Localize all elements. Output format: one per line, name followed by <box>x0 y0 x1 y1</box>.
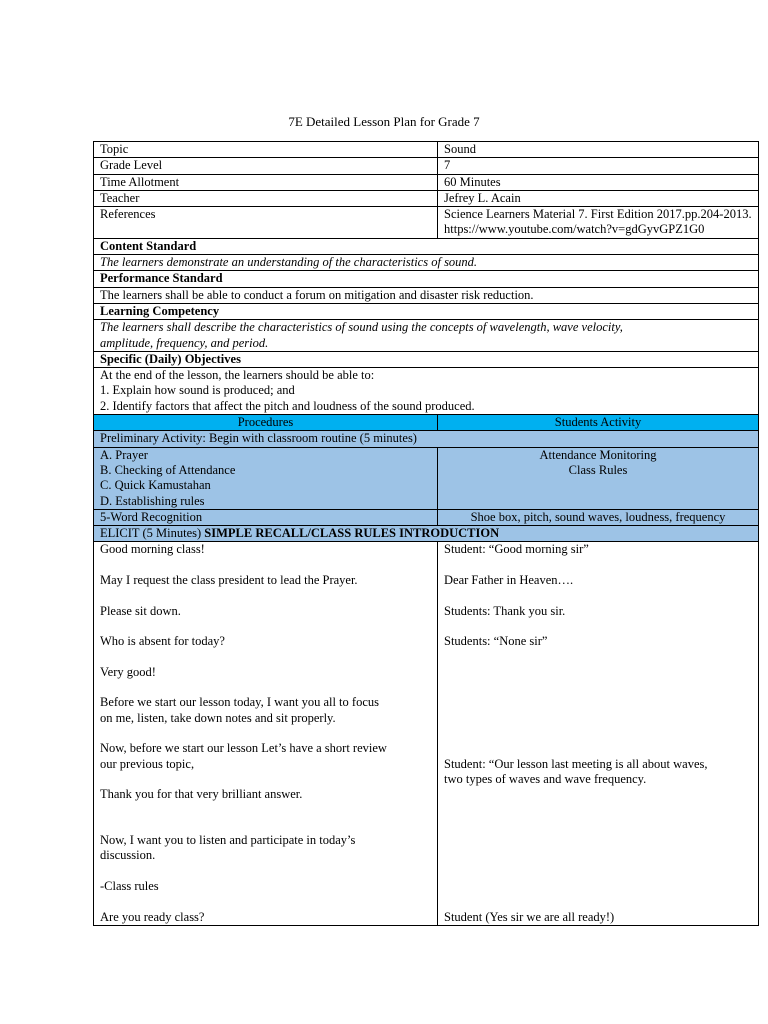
teacher-line: our previous topic, <box>100 756 195 771</box>
objectives-text <box>94 368 759 415</box>
word-recognition-words: Shoe box, pitch, sound waves, loudness, frequency <box>438 509 759 525</box>
info-row-topic <box>94 142 759 158</box>
student-line: two types of waves and wave frequency. <box>444 771 647 786</box>
teacher-line: Good morning class! <box>100 542 205 557</box>
info-row-references <box>94 207 759 239</box>
elicit-heading-row <box>94 526 759 542</box>
document-title: 7E Detailed Lesson Plan for Grade 7 <box>288 114 480 129</box>
objective-line: At the end of the lesson, the learners should be able to: <box>100 368 375 383</box>
word-recognition-row <box>94 509 759 525</box>
word-recognition-label: 5-Word Recognition <box>94 509 438 525</box>
elicit-heading <box>94 526 759 542</box>
activity-item: Class Rules <box>568 462 628 477</box>
teacher-line: May I request the class president to lead the Prayer. <box>100 573 358 588</box>
teacher-line: -Class rules <box>100 878 159 893</box>
info-label: References <box>94 207 438 239</box>
info-row-time-allotment <box>94 174 759 190</box>
teacher-line: discussion. <box>100 848 156 863</box>
info-value <box>438 207 759 239</box>
competency-line: The learners shall describe the characteristics of sound using the concepts of wavelength, wave velocity, <box>100 320 623 335</box>
routine-item: D. Establishing rules <box>100 493 205 508</box>
objective-line: 2. Identify factors that affect the pitch and loudness of the sound produced. <box>100 398 475 413</box>
student-line: Student: “Our lesson last meeting is all about waves, <box>444 756 708 771</box>
teacher-line: Who is absent for today? <box>100 634 225 649</box>
preliminary-heading-row <box>94 431 759 447</box>
info-row-teacher <box>94 190 759 206</box>
info-value: Jefrey L. Acain <box>438 190 759 206</box>
preliminary-left <box>94 447 438 509</box>
preliminary-right <box>438 447 759 509</box>
performance-standard-heading: Performance Standard <box>94 271 759 287</box>
student-line: Student: “Good morning sir” <box>444 542 589 557</box>
teacher-line: Please sit down. <box>100 603 181 618</box>
student-line: Students: “None sir” <box>444 634 548 649</box>
procedures-header: Procedures <box>94 415 438 431</box>
objectives-row <box>94 368 759 415</box>
preliminary-row <box>94 447 759 509</box>
info-label: Teacher <box>94 190 438 206</box>
objectives-heading: Specific (Daily) Objectives <box>94 351 759 367</box>
learning-competency-text <box>94 320 759 352</box>
student-line: Student (Yes sir we are all ready!) <box>444 909 615 924</box>
reference-link[interactable]: https://www.youtube.com/watch?v=gdGyvGPZ1G0 <box>444 222 705 237</box>
students-activity-header: Students Activity <box>438 415 759 431</box>
content-standard-text: The learners demonstrate an understanding of the characteristics of sound. <box>94 255 759 271</box>
learning-competency-row <box>94 320 759 352</box>
teacher-dialogue <box>94 542 438 925</box>
teacher-line: Thank you for that very brilliant answer. <box>100 787 303 802</box>
teacher-line: Before we start our lesson today, I want you all to focus <box>100 695 379 710</box>
procedures-header-row <box>94 415 759 431</box>
objective-line: 1. Explain how sound is produced; and <box>100 383 295 398</box>
routine-item: B. Checking of Attendance <box>100 462 236 477</box>
lesson-plan-table <box>93 141 759 926</box>
student-responses <box>438 542 759 925</box>
performance-standard-text: The learners shall be able to conduct a forum on mitigation and disaster risk reduction. <box>94 287 759 303</box>
teacher-line: Now, before we start our lesson Let’s have a short review <box>100 741 387 756</box>
competency-line: amplitude, frequency, and period. <box>100 335 269 350</box>
content-standard-row <box>94 255 759 271</box>
learning-competency-heading-row <box>94 303 759 319</box>
teacher-line: Very good! <box>100 664 156 679</box>
learning-competency-heading: Learning Competency <box>94 303 759 319</box>
elicit-dialogue-row <box>94 542 759 925</box>
elicit-heading-bold: SIMPLE RECALL/CLASS RULES INTRODUCTION <box>204 526 500 541</box>
info-label: Time Allotment <box>94 174 438 190</box>
content-standard-heading-row <box>94 238 759 254</box>
student-line: Dear Father in Heaven…. <box>444 573 574 588</box>
info-label: Grade Level <box>94 158 438 174</box>
info-value: 60 Minutes <box>438 174 759 190</box>
routine-item: C. Quick Kamustahan <box>100 478 211 493</box>
content-standard-heading: Content Standard <box>94 238 759 254</box>
teacher-line: Are you ready class? <box>100 909 205 924</box>
performance-standard-heading-row <box>94 271 759 287</box>
preliminary-heading: Preliminary Activity: Begin with classroom routine (5 minutes) <box>94 431 759 447</box>
activity-item: Attendance Monitoring <box>539 447 657 462</box>
info-value: 7 <box>438 158 759 174</box>
routine-item: A. Prayer <box>100 447 148 462</box>
info-value: Sound <box>438 142 759 158</box>
teacher-line: on me, listen, take down notes and sit properly. <box>100 710 336 725</box>
objectives-heading-row <box>94 351 759 367</box>
student-line: Students: Thank you sir. <box>444 603 566 618</box>
elicit-heading-normal: ELICIT (5 Minutes) <box>100 526 205 541</box>
info-label: Topic <box>94 142 438 158</box>
teacher-line: Now, I want you to listen and participate in today’s <box>100 833 356 848</box>
info-row-grade-level <box>94 158 759 174</box>
performance-standard-row <box>94 287 759 303</box>
reference-text: Science Learners Material 7. First Edition 2017.pp.204-2013. <box>444 207 752 222</box>
